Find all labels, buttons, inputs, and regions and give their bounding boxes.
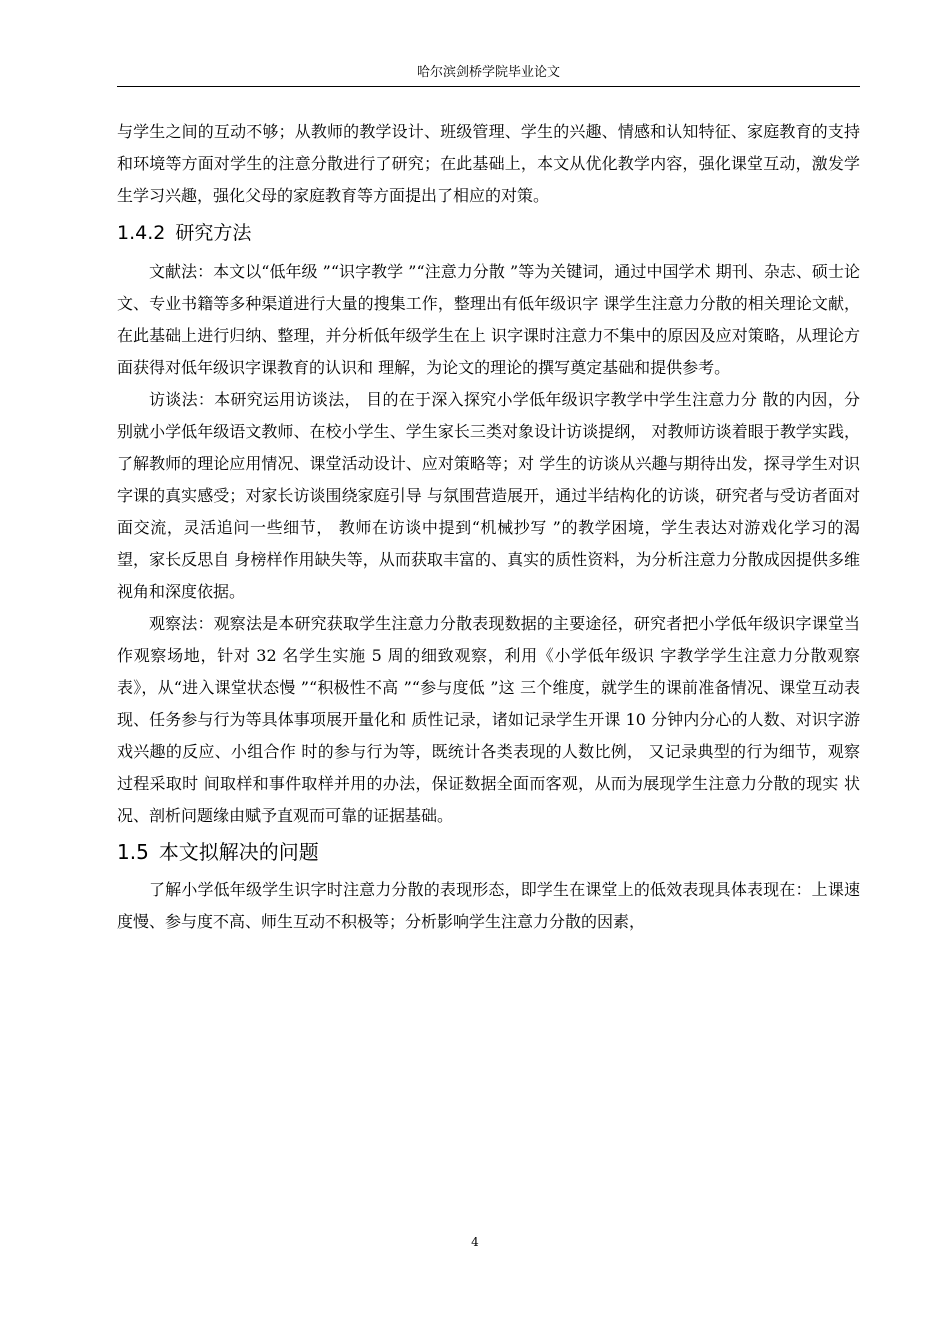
page-number: 4 xyxy=(471,1235,479,1249)
paragraph-interview-method: 访谈法：本研究运用访谈法， 目的在于深入探究小学低年级识字教学中学生注意力分 散的内因，分别就小学低年级语文教师、在校小学生、学生家长三类对象设计访谈提纲， 对教师访谈着眼于教学实践，了解教师的理论应用情况、课堂活动设计、应对策略等；对 学生的访谈从兴趣与期待出发，探寻学生对识字课的真实感受；对家长访谈围绕家庭引导 与氛围营造展开，通过半结构化的访谈，研究者与受访者面对面交流，灵活追问一些细节， 教师在访谈中提到“机械抄写 ”的教学困境，学生表达对游戏化学习的渴望，家长反思自 身榜样作用缺失等，从而获取丰富的、真实的质性资料，为分析注意力分散成因提供多维 视角和深度依据。 xyxy=(117,390,860,601)
section-number: 1.5 xyxy=(117,840,149,864)
section-heading-1-4-2 xyxy=(117,216,860,250)
section-number: 1.4.2 xyxy=(117,222,166,244)
section-heading-1-5 xyxy=(117,834,860,870)
page-header xyxy=(117,64,860,87)
paragraph-observation-method: 观察法：观察法是本研究获取学生注意力分散表现数据的主要途径，研究者把小学低年级识字课堂当作观察场地，针对 32 名学生实施 5 周的细致观察，利用《小学低年级识 字教学学生注意力分散观察表》，从“进入课堂状态慢 ”“积极性不高 ”“参与度低 ”这 三个维度，就学生的课前准备情况、课堂互动表现、任务参与行为等具体事项展开量化和 质性记录，诸如记录学生开课 10 分钟内分心的人数、对识字游戏兴趣的反应、小组合作 时的参与行为等，既统计各类表现的人数比例， 又记录典型的行为细节，观察过程采取时 间取样和事件取样并用的办法，保证数据全面而客观，从而为展现学生注意力分散的现实 状况、剖析问题缘由赋予直观而可靠的证据基础。 xyxy=(117,614,860,825)
paragraph-problems: 了解小学低年级学生识字时注意力分散的表现形态，即学生在课堂上的低效表现具体表现在：上课速度慢、参与度不高、师生互动不积极等；分析影响学生注意力分散的因素， xyxy=(117,880,860,931)
header-title: 哈尔滨剑桥学院毕业论文 xyxy=(416,65,560,80)
paragraph-literature-method: 文献法：本文以“低年级 ”“识字教学 ”“注意力分散 ”等为关键词，通过中国学术 期刊、杂志、硕士论文、专业书籍等多种渠道进行大量的搜集工作，整理出有低年级识字 课学生注意力分散的相关理论文献，在此基础上进行归纳、整理，并分析低年级学生在上 识字课时注意力不集中的原因及应对策略，从理论方面获得对低年级识字课教育的认识和 理解，为论文的理论的撰写奠定基础和提供参考。 xyxy=(117,262,860,377)
section-title: 本文拟解决的问题 xyxy=(158,840,319,864)
section-title: 研究方法 xyxy=(175,222,252,244)
intro-paragraph: 与学生之间的互动不够；从教师的教学设计、班级管理、学生的兴趣、情感和认知特征、家庭教育的支持和环境等方面对学生的注意分散进行了研究；在此基础上，本文从优化教学内容，强化课堂互动，激发学生学习兴趣，强化父母的家庭教育等方面提出了相应的对策。 xyxy=(117,122,860,205)
document-body xyxy=(117,116,860,938)
page-footer xyxy=(0,1234,950,1250)
